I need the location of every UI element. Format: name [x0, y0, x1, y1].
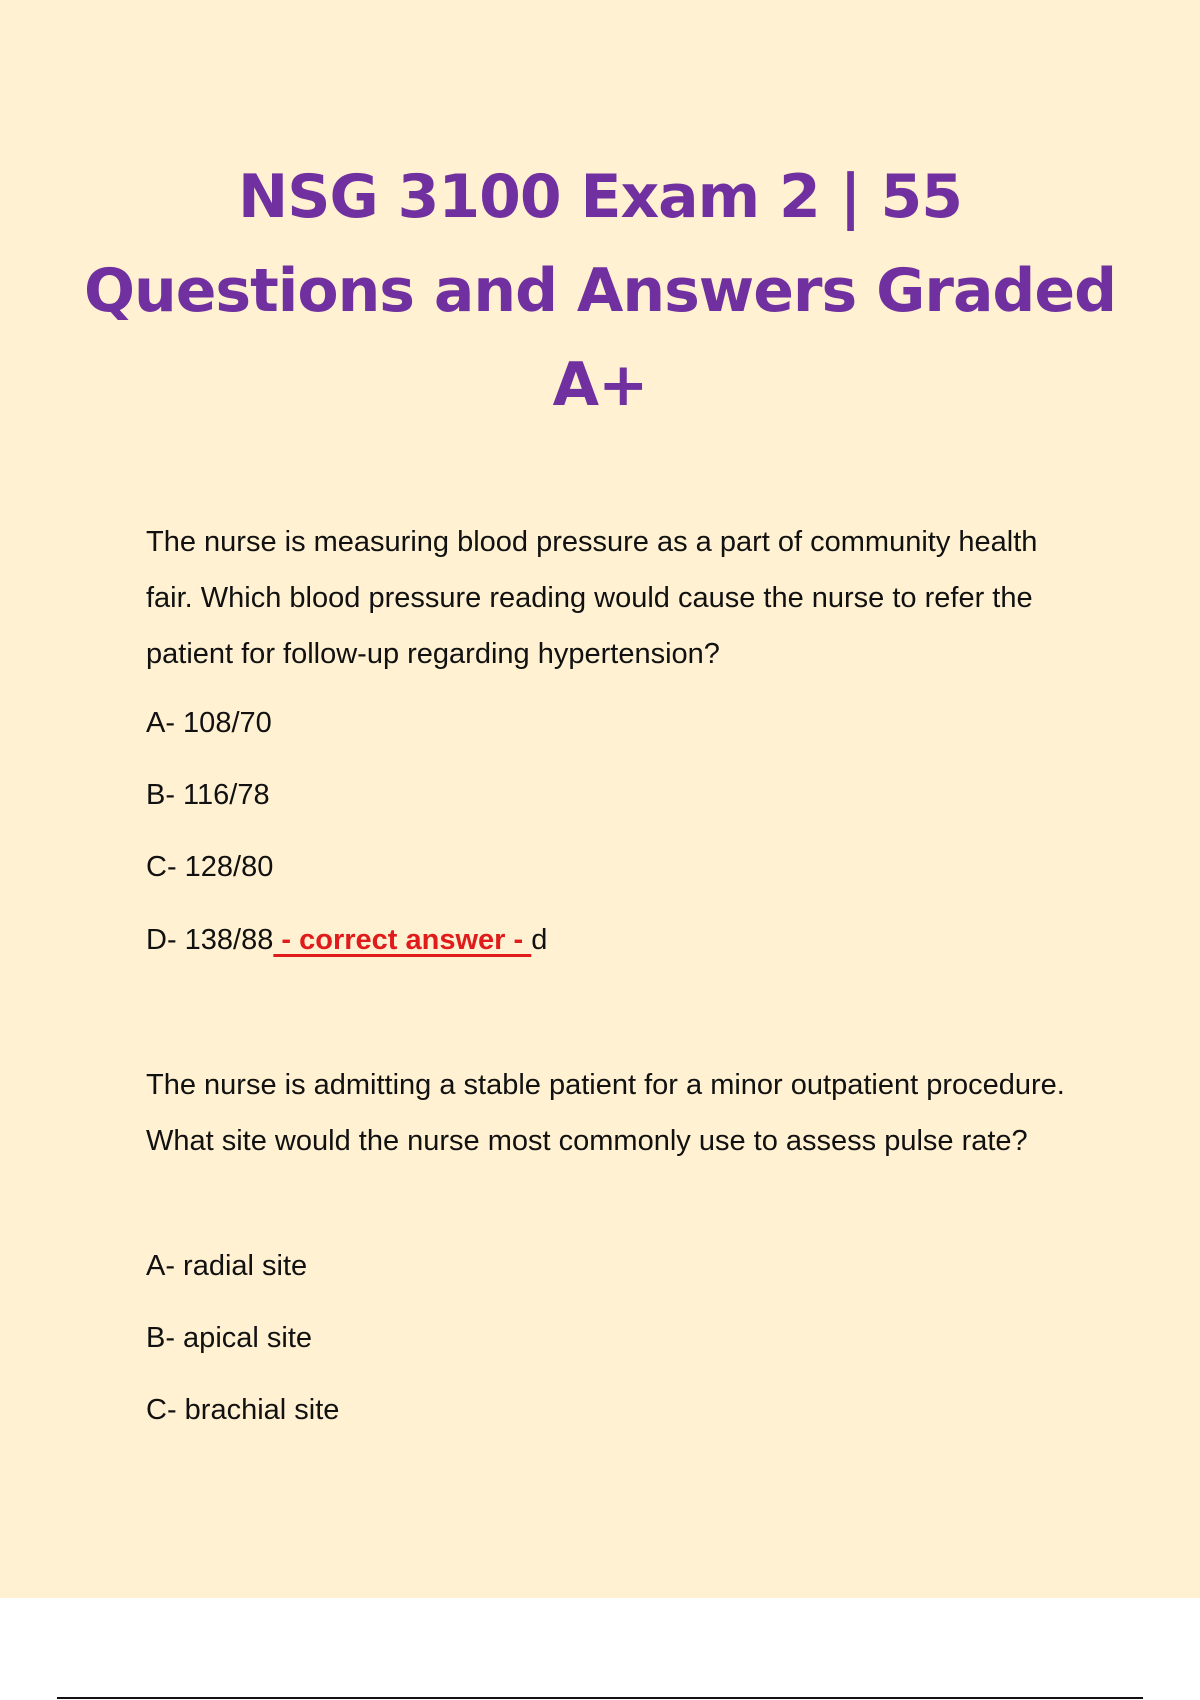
question-1-option-d-line: [146, 922, 1086, 958]
question-2-text: The nurse is admitting a stable patient for a minor outpatient procedure. What site would the nurse most commonly use to assess pulse rate?: [146, 1069, 1065, 1157]
correct-answer-marker: - correct answer -: [273, 924, 532, 956]
question-2-option-c: C- brachial site: [146, 1394, 340, 1426]
question-1-option-b: B- 116/78: [146, 779, 270, 811]
question-1-option-d: D- 138/88: [146, 924, 274, 956]
question-1-text: The nurse is measuring blood pressure as a part of community health fair. Which blood pressure reading would cause the nurse to refer the patient for follow-up regarding hypertension?: [146, 526, 1038, 670]
question-2-option-a: A- radial site: [146, 1250, 308, 1282]
title-line-1: NSG 3100 Exam 2 | 55: [238, 162, 962, 232]
title-line-3: A+: [552, 350, 648, 420]
title-line-2: Questions and Answers Graded: [83, 256, 1117, 326]
document-title: [0, 150, 1200, 432]
question-1-option-a: A- 108/70: [146, 707, 272, 739]
question-1-answer: d: [531, 924, 548, 956]
footer-divider: [57, 1697, 1143, 1699]
question-2-option-b: B- apical site: [146, 1322, 313, 1354]
question-1-option-c: C- 128/80: [146, 851, 274, 883]
